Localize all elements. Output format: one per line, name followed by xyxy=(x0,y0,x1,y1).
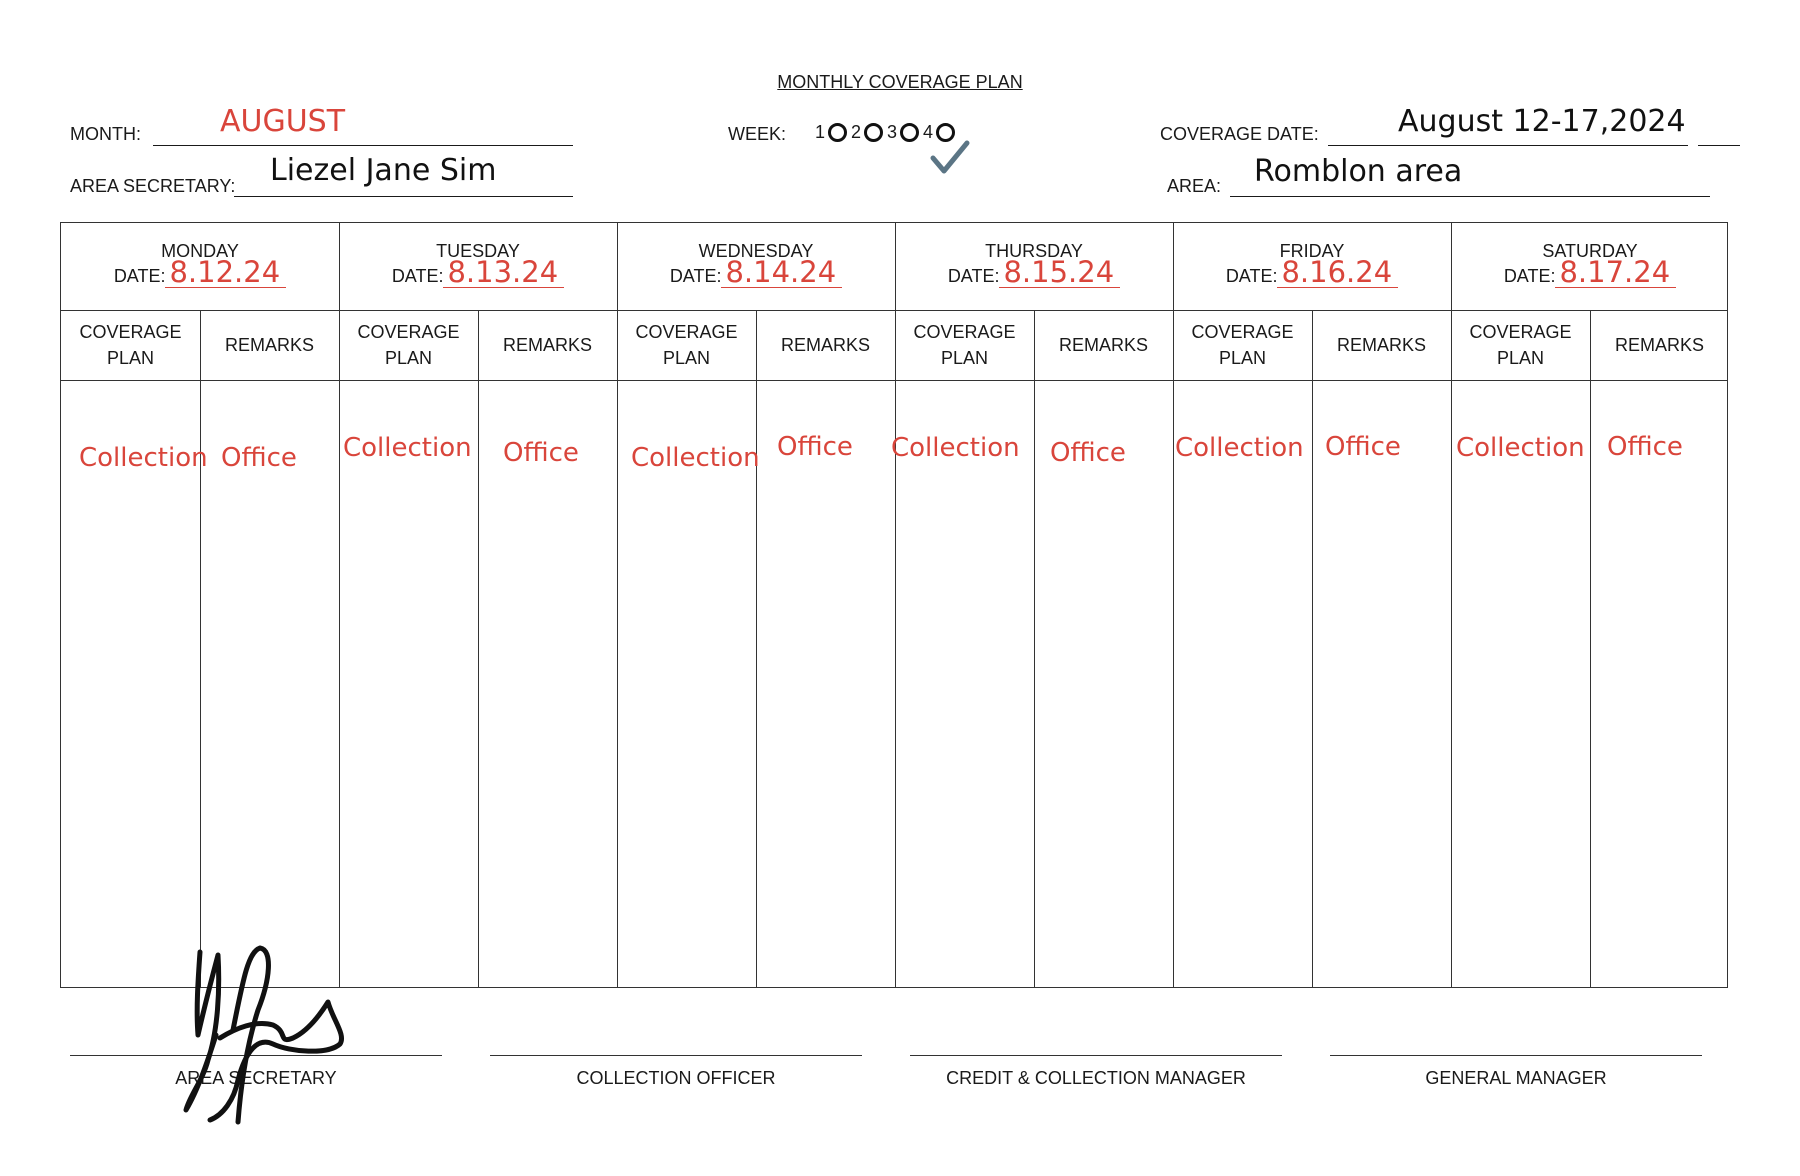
document-title: MONTHLY COVERAGE PLAN xyxy=(777,72,1023,92)
column-header-coverage-plan: COVERAGE PLAN xyxy=(1469,322,1572,368)
date-value[interactable]: 8.12.24 xyxy=(165,257,286,288)
area-secretary-label: AREA SECRETARY: xyxy=(70,176,236,196)
area-secretary-value[interactable]: Liezel Jane Sim xyxy=(270,153,497,188)
area-value[interactable]: Romblon area xyxy=(1254,154,1463,189)
week-option-1[interactable]: 1 xyxy=(815,122,847,143)
day-header-wednesday xyxy=(617,223,895,310)
date-label: DATE: xyxy=(391,266,444,286)
signature-line xyxy=(910,1055,1282,1056)
date-label: DATE: xyxy=(669,266,722,286)
month-value[interactable]: AUGUST xyxy=(220,104,346,139)
date-label: DATE: xyxy=(113,266,166,286)
coverage-entry-thursday[interactable]: Collection xyxy=(891,433,1020,463)
coverage-date-field-line xyxy=(1328,145,1688,146)
coverage-date-label: COVERAGE DATE: xyxy=(1160,124,1319,144)
day-header-friday xyxy=(1173,223,1451,310)
date-value[interactable]: 8.16.24 xyxy=(1277,257,1398,288)
column-header-remarks: REMARKS xyxy=(502,335,592,355)
column-header-coverage-plan: COVERAGE PLAN xyxy=(357,322,460,368)
month-label: MONTH: xyxy=(70,124,141,144)
date-label: DATE: xyxy=(1225,266,1278,286)
signature-label-area-secretary: AREA SECRETARY xyxy=(175,1068,337,1088)
area-label: AREA: xyxy=(1167,176,1222,196)
column-header-coverage-plan: COVERAGE PLAN xyxy=(79,322,182,368)
column-header-remarks: REMARKS xyxy=(780,335,870,355)
checkmark-icon xyxy=(930,140,970,178)
date-value[interactable]: 8.14.24 xyxy=(721,257,842,288)
radio-circle-icon xyxy=(828,123,847,142)
column-header-coverage-plan: COVERAGE PLAN xyxy=(635,322,738,368)
coverage-entry-monday[interactable]: Collection xyxy=(79,443,208,473)
signature-label-collection-officer: COLLECTION OFFICER xyxy=(576,1068,776,1088)
radio-circle-icon xyxy=(864,123,883,142)
signature-line xyxy=(490,1055,862,1056)
coverage-entry-saturday[interactable]: Collection xyxy=(1456,433,1585,463)
table-divider xyxy=(1312,310,1313,987)
day-name: FRIDAY xyxy=(1279,241,1345,261)
remarks-entry-friday[interactable]: Office xyxy=(1325,432,1401,462)
area-secretary-field-line xyxy=(234,196,573,197)
table-divider xyxy=(1034,310,1035,987)
column-header-remarks: REMARKS xyxy=(1336,335,1426,355)
remarks-entry-wednesday[interactable]: Office xyxy=(777,432,853,462)
date-label: DATE: xyxy=(1503,266,1556,286)
remarks-entry-monday[interactable]: Office xyxy=(221,443,297,473)
column-header-remarks: REMARKS xyxy=(224,335,314,355)
signature-label-general-manager: GENERAL MANAGER xyxy=(1425,1068,1607,1088)
column-header-remarks: REMARKS xyxy=(1058,335,1148,355)
day-name: TUESDAY xyxy=(436,241,520,261)
coverage-date-value[interactable]: August 12-17,2024 xyxy=(1398,104,1686,139)
day-name: WEDNESDAY xyxy=(698,241,814,261)
coverage-entry-tuesday[interactable]: Collection xyxy=(343,433,472,463)
signature-label-credit-collection-manager: CREDIT & COLLECTION MANAGER xyxy=(946,1068,1246,1088)
table-divider xyxy=(756,310,757,987)
handwritten-signature xyxy=(178,940,353,1125)
column-header-remarks: REMARKS xyxy=(1614,335,1704,355)
coverage-entry-wednesday[interactable]: Collection xyxy=(631,443,760,473)
week-option-2[interactable]: 2 xyxy=(851,122,883,143)
date-value[interactable]: 8.13.24 xyxy=(443,257,564,288)
day-name: SATURDAY xyxy=(1542,241,1638,261)
day-header-tuesday xyxy=(339,223,617,310)
coverage-plan-table xyxy=(60,222,1728,988)
day-header-saturday xyxy=(1451,223,1729,310)
table-divider xyxy=(1590,310,1591,987)
remarks-entry-tuesday[interactable]: Office xyxy=(503,438,579,468)
coverage-date-field-line-end xyxy=(1698,145,1740,146)
week-option-4[interactable]: 4 xyxy=(923,122,955,143)
date-label: DATE: xyxy=(947,266,1000,286)
remarks-entry-thursday[interactable]: Office xyxy=(1050,438,1126,468)
month-field-line xyxy=(153,145,573,146)
day-header-thursday xyxy=(895,223,1173,310)
coverage-entry-friday[interactable]: Collection xyxy=(1175,433,1304,463)
table-divider xyxy=(61,380,1727,381)
week-label: WEEK: xyxy=(728,124,787,144)
signature-line xyxy=(1330,1055,1702,1056)
area-field-line xyxy=(1230,196,1710,197)
date-value[interactable]: 8.15.24 xyxy=(999,257,1120,288)
column-header-coverage-plan: COVERAGE PLAN xyxy=(913,322,1016,368)
column-header-coverage-plan: COVERAGE PLAN xyxy=(1191,322,1294,368)
day-name: THURSDAY xyxy=(985,241,1083,261)
day-header-monday xyxy=(61,223,339,310)
week-option-3[interactable]: 3 xyxy=(887,122,919,143)
radio-circle-icon xyxy=(900,123,919,142)
table-divider xyxy=(478,310,479,987)
date-value[interactable]: 8.17.24 xyxy=(1555,257,1676,288)
day-name: MONDAY xyxy=(161,241,239,261)
table-divider xyxy=(200,310,201,987)
remarks-entry-saturday[interactable]: Office xyxy=(1607,432,1683,462)
